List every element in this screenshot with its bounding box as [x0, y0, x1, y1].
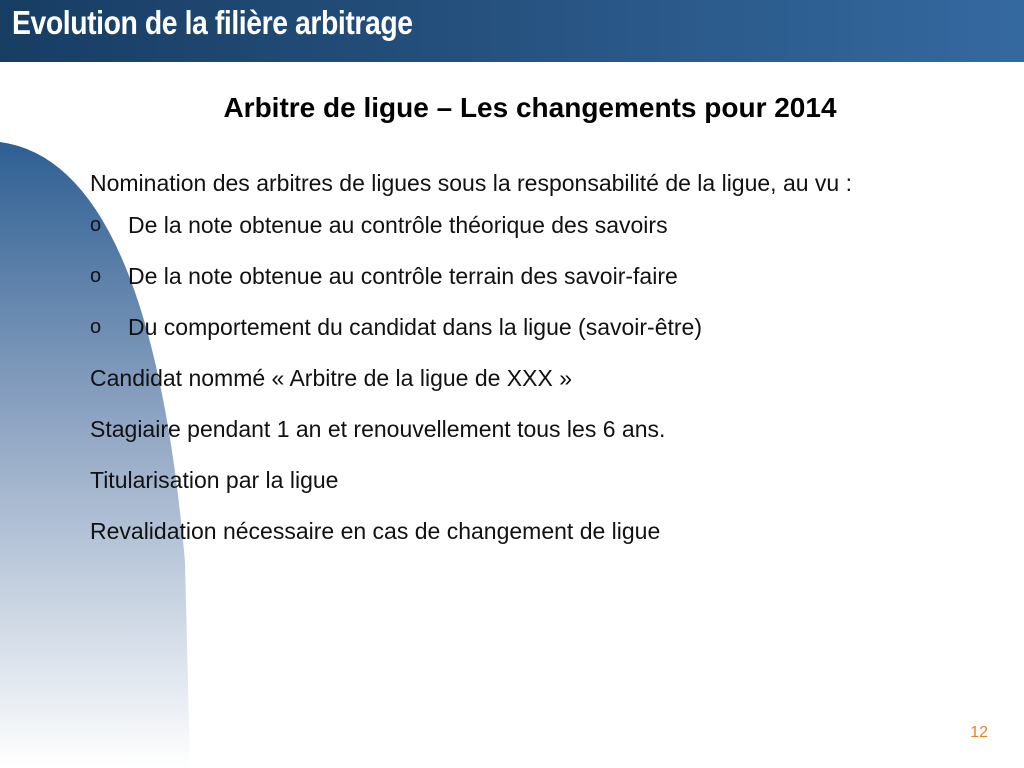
slide-subtitle: Arbitre de ligue – Les changements pour 2014 — [223, 92, 837, 123]
bullet-text: Du comportement du candidat dans la ligue (savoir-être) — [128, 314, 703, 340]
bullet-text: De la note obtenue au contrôle théorique des savoirs — [128, 212, 668, 238]
text-line: Stagiaire pendant 1 an et renouvellement tous les 6 ans. — [90, 416, 666, 442]
bullet-circle-icon: o — [90, 265, 102, 287]
bullet-item — [90, 312, 970, 342]
text-line: Candidat nommé « Arbitre de la ligue de XXX » — [90, 365, 573, 391]
bullet-circle-icon: o — [90, 214, 102, 236]
title-bar — [0, 0, 1024, 62]
text-line: Revalidation nécessaire en cas de changement de ligue — [90, 518, 661, 544]
slide-title: Evolution de la filière arbitrage — [12, 4, 413, 41]
slide-content — [90, 92, 970, 567]
bullet-list — [90, 210, 970, 342]
bullet-item — [90, 210, 970, 240]
bullet-text: De la note obtenue au contrôle terrain des savoir-faire — [128, 263, 678, 289]
bullet-circle-icon: o — [90, 316, 102, 338]
intro-text: Nomination des arbitres de ligues sous la responsabilité de la ligue, au vu : — [90, 170, 852, 196]
text-line: Titularisation par la ligue — [90, 467, 339, 493]
bullet-item — [90, 261, 970, 291]
page-number: 12 — [970, 724, 988, 741]
